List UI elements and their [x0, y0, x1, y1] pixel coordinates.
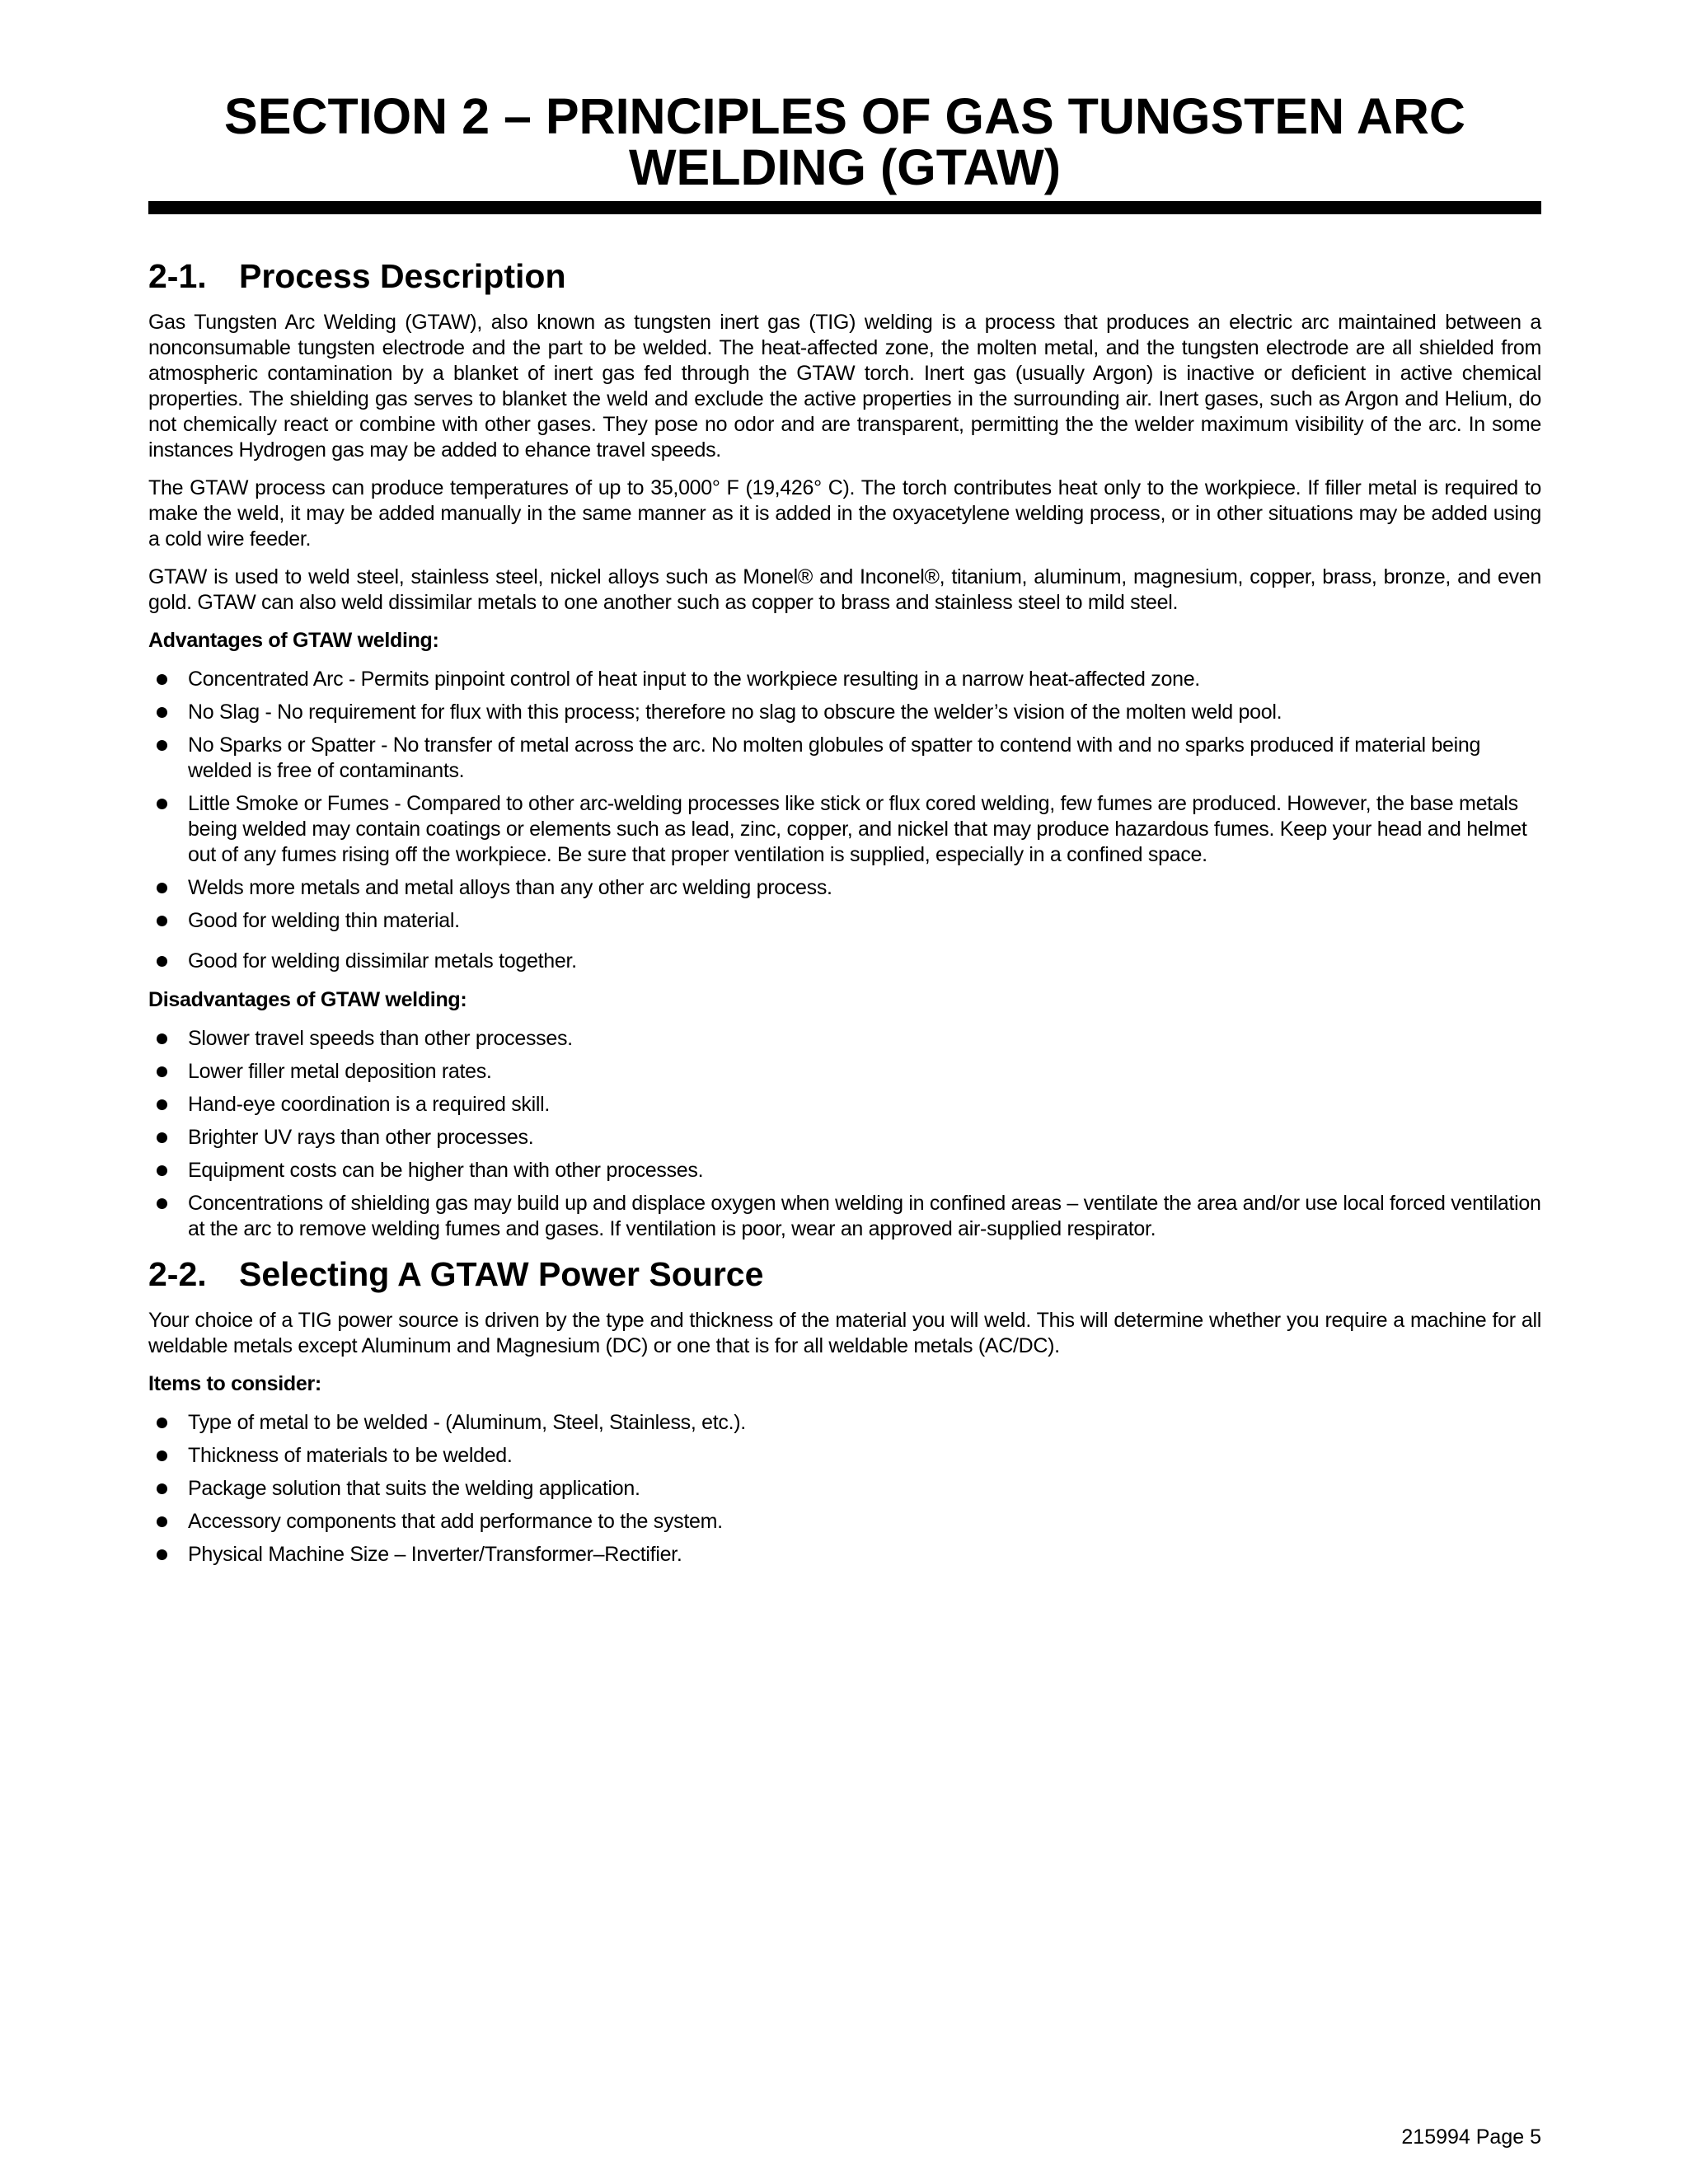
bullet-icon	[157, 1198, 167, 1209]
bullet-icon	[157, 1549, 167, 1560]
bullet-icon	[157, 674, 167, 685]
bullet-icon	[157, 1451, 167, 1461]
disadvantages-heading: Disadvantages of GTAW welding:	[148, 988, 467, 1011]
list-item	[148, 1191, 1541, 1242]
bullet-icon	[157, 707, 167, 718]
section-2-2-heading	[148, 1255, 1541, 1293]
page-footer: 215994 Page 5	[1401, 2125, 1541, 2149]
list-item-text: Accessory components that add performance to the system.	[188, 1510, 723, 1533]
list-item-text: Little Smoke or Fumes - Compared to other arc-welding processes like stick or flux cored welding, few fumes are produced. However, the base metals being welded may contain coatings or elements such as lead, zinc, copper, and nickel that may produce hazardous fumes. Keep your head and helmet out of any fumes rising off the workpiece. Be sure that proper ventilation is supplied, especially in a confined space.	[188, 792, 1527, 866]
list-item-text: Concentrated Arc - Permits pinpoint control of heat input to the workpiece resulting in a narrow heat-affected zone.	[188, 668, 1200, 691]
bullet-icon	[157, 883, 167, 893]
list-item	[148, 1059, 1541, 1085]
list-item-text: Good for welding dissimilar metals together.	[188, 949, 577, 972]
list-item-text: Good for welding thin material.	[188, 909, 460, 932]
list-item	[148, 1443, 1541, 1469]
items-list	[148, 1410, 1541, 1568]
bullet-icon	[157, 1165, 167, 1176]
list-item-text: Package solution that suits the welding application.	[188, 1477, 640, 1500]
bullet-icon	[157, 1132, 167, 1143]
bullet-icon	[157, 1099, 167, 1110]
list-item	[148, 700, 1541, 725]
list-item	[148, 1158, 1541, 1183]
list-item	[148, 791, 1541, 868]
list-item	[148, 733, 1541, 784]
bullet-icon	[157, 799, 167, 809]
section-2-2-title: Selecting A GTAW Power Source	[239, 1255, 764, 1293]
bullet-icon	[157, 1516, 167, 1527]
items-heading: Items to consider:	[148, 1372, 321, 1395]
list-item-text: Equipment costs can be higher than with other processes.	[188, 1159, 704, 1182]
list-item-text: Hand-eye coordination is a required skill.	[188, 1093, 551, 1116]
list-item-text: Physical Machine Size – Inverter/Transformer–Rectifier.	[188, 1543, 682, 1566]
list-item	[148, 667, 1541, 692]
list-item	[148, 1125, 1541, 1151]
title-rule	[148, 201, 1541, 214]
list-item-text: No Slag - No requirement for flux with this process; therefore no slag to obscure the welder’s vision of the molten weld pool.	[188, 701, 1282, 724]
bullet-icon	[157, 1483, 167, 1494]
bullet-icon	[157, 1033, 167, 1044]
bullet-icon	[157, 956, 167, 967]
list-item	[148, 875, 1541, 901]
section-2-1-title: Process Description	[239, 257, 566, 295]
bullet-icon	[157, 740, 167, 751]
section-title: SECTION 2 – PRINCIPLES OF GAS TUNGSTEN ARC WELDING (GTAW)	[224, 88, 1465, 195]
list-item-text: Concentrations of shielding gas may build up and displace oxygen when welding in confined areas – ventilate the area and/or use local forced ventilation at the arc to remove welding fumes and gases. If ventilation is poor, wear an approved air-supplied respirator.	[188, 1192, 1541, 1240]
list-item-text: Type of metal to be welded - (Aluminum, Steel, Stainless, etc.).	[188, 1411, 746, 1434]
list-item	[148, 1476, 1541, 1502]
bullet-icon	[157, 916, 167, 926]
list-item	[148, 1509, 1541, 1535]
page-content	[148, 88, 1541, 1581]
list-item-text: Brighter UV rays than other processes.	[188, 1126, 534, 1149]
list-item	[148, 908, 1541, 934]
list-item-text: Thickness of materials to be welded.	[188, 1444, 513, 1467]
list-item	[148, 1026, 1541, 1052]
paragraph: Your choice of a TIG power source is driven by the type and thickness of the material you will weld. This will determine whether you require a machine for all weldable metals except Aluminum and Magnesium (DC) or one that is for all weldable metals (AC/DC).	[148, 1309, 1541, 1357]
advantages-list	[148, 667, 1541, 974]
paragraph: The GTAW process can produce temperatures of up to 35,000° F (19,426° C). The torch contributes heat only to the workpiece. If filler metal is required to make the weld, it may be added manually in the same manner as it is added in the oxyacetylene welding process, or in other situations may be added using a cold wire feeder.	[148, 476, 1541, 551]
section-2-1-number: 2-1.	[148, 257, 207, 295]
bullet-icon	[157, 1418, 167, 1428]
section-2-1-heading	[148, 257, 1541, 295]
bullet-icon	[157, 1066, 167, 1077]
advantages-heading: Advantages of GTAW welding:	[148, 629, 439, 652]
disadvantages-list	[148, 1026, 1541, 1242]
paragraph: Gas Tungsten Arc Welding (GTAW), also known as tungsten inert gas (TIG) welding is a process that produces an electric arc maintained between a nonconsumable tungsten electrode and the part to be welded. The heat-affected zone, the molten metal, and the tungsten electrode are all shielded from atmospheric contamination by a blanket of inert gas fed through the GTAW torch. Inert gas (usually Argon) is inactive or deficient in active chemical properties. The shielding gas serves to blanket the weld and exclude the active properties in the surrounding air. Inert gases, such as Argon and Helium, do not chemically react or combine with other gases. They pose no odor and are transparent, permitting the the welder maximum visibility of the arc. In some instances Hydrogen gas may be added to ehance travel speeds.	[148, 311, 1541, 462]
list-item-text: No Sparks or Spatter - No transfer of metal across the arc. No molten globules of spatter to contend with and no sparks produced if material being welded is free of contaminants.	[188, 733, 1481, 782]
list-item-text: Lower filler metal deposition rates.	[188, 1060, 492, 1083]
list-item	[148, 1542, 1541, 1568]
paragraph: GTAW is used to weld steel, stainless steel, nickel alloys such as Monel® and Inconel®, titanium, aluminum, magnesium, copper, brass, bronze, and even gold. GTAW can also weld dissimilar metals to one another such as copper to brass and stainless steel to mild steel.	[148, 565, 1541, 614]
section-2-2-number: 2-2.	[148, 1255, 207, 1293]
list-item	[148, 1410, 1541, 1436]
list-item-text: Slower travel speeds than other processes.	[188, 1027, 573, 1050]
list-item-text: Welds more metals and metal alloys than any other arc welding process.	[188, 876, 832, 899]
list-item	[148, 949, 1541, 974]
list-item	[148, 1092, 1541, 1118]
